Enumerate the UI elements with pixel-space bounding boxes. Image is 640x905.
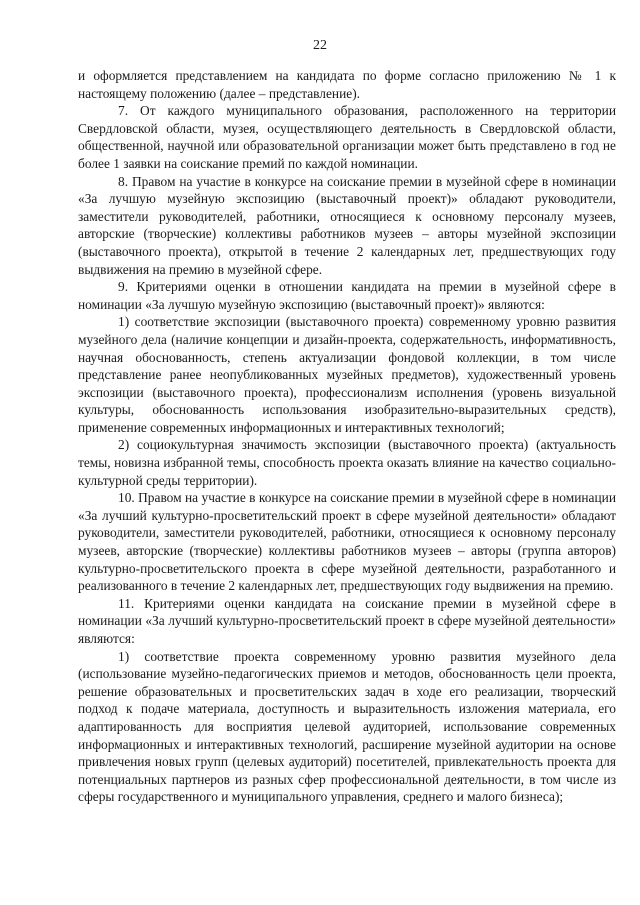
paragraph-item-11: 11. Критериями оценки кандидата на соискание премии в музейной сфере в номинации «За лучший культурно-просветительский проект в сфере музейной деятельности» являются: bbox=[78, 595, 616, 646]
paragraph-item-9-sub-1: 1) соответствие экспозиции (выставочного проекта) современному уровню развития музейного дела (наличие концепции и дизайн-проекта, содержательность, информативность, научная обоснованность, степень актуализации фондовой коллекции, в том числе представление ранее неопубликованных музейных предметов), художественный уровень экспозиции (выставочного проекта), профессионализм исполнения (уровень визуальной культуры, обоснованность использования изобразительно-выразительных средств), применение современных информационных и интерактивных технологий; bbox=[78, 314, 616, 435]
paragraph-item-9: 9. Критериями оценки в отношении кандидата на премии в музейной сфере в номинации «За лучшую музейную экспозицию (выставочный проект)» являются: bbox=[78, 279, 616, 312]
paragraph-item-11-sub-1: 1) соответствие проекта современному уровню развития музейного дела (использование музейно-педагогических приемов и методов, обоснованность цели проекта, решение образовательных и просветительских задач в ходе его реализации, творческий подход к подаче материала, доступность и выразительность изложения материала, его адаптированность для восприятия целевой аудиторией, использование современных информационных и интерактивных технологий, расширение музейной аудитории на основе привлечения новых групп (целевых аудиторий) посетителей, привлекательность проекта для потенциальных партнеров из разных сфер профессиональной деятельности, в том числе из сферы государственного и муниципального управления, среднего и малого бизнеса); bbox=[78, 648, 616, 805]
paragraph-item-9-sub-2: 2) социокультурная значимость экспозиции (выставочного проекта) (актуальность темы, новизна избранной темы, способность проекта оказать влияние на качество социально-культурной среды территории). bbox=[78, 437, 616, 488]
paragraph-item-7: 7. От каждого муниципального образования, расположенного на территории Свердловской области, музея, осуществляющего деятельность в Свердловской области, общественной, научной или образовательной организации может быть представлено в год не более 1 заявки на соискание премий по каждой номинации. bbox=[78, 103, 616, 171]
paragraph-continuation: и оформляется представлением на кандидата по форме согласно приложению № 1 к настоящему положению (далее – представление). bbox=[78, 68, 616, 101]
paragraph-item-10: 10. Правом на участие в конкурсе на соискание премии в музейной сфере в номинации «За лучший культурно-просветительский проект в сфере музейной деятельности» обладают руководители, заместители руководителей, работники, относящиеся к основному персоналу музеев, авторские (творческие) коллективы работников музеев – авторы (группа авторов) культурно-просветительского проекта в сфере музейной деятельности, разработанного и реализованного в течение 2 календарных лет, предшествующих году выдвижения на премию. bbox=[78, 490, 616, 594]
paragraph-item-8: 8. Правом на участие в конкурсе на соискание премии в музейной сфере в номинации «За лучшую музейную экспозицию (выставочный проект)» обладают руководители, заместители руководителей, работники, относящиеся к основному персоналу музеев, авторские (творческие) коллективы работников музеев – авторы музейной экспозиции (выставочного проекта), открытой в течение 2 календарных лет, предшествующих году выдвижения на премию в музейной сфере. bbox=[78, 173, 616, 277]
page-number: 22 bbox=[313, 38, 327, 53]
document-body bbox=[78, 67, 616, 806]
